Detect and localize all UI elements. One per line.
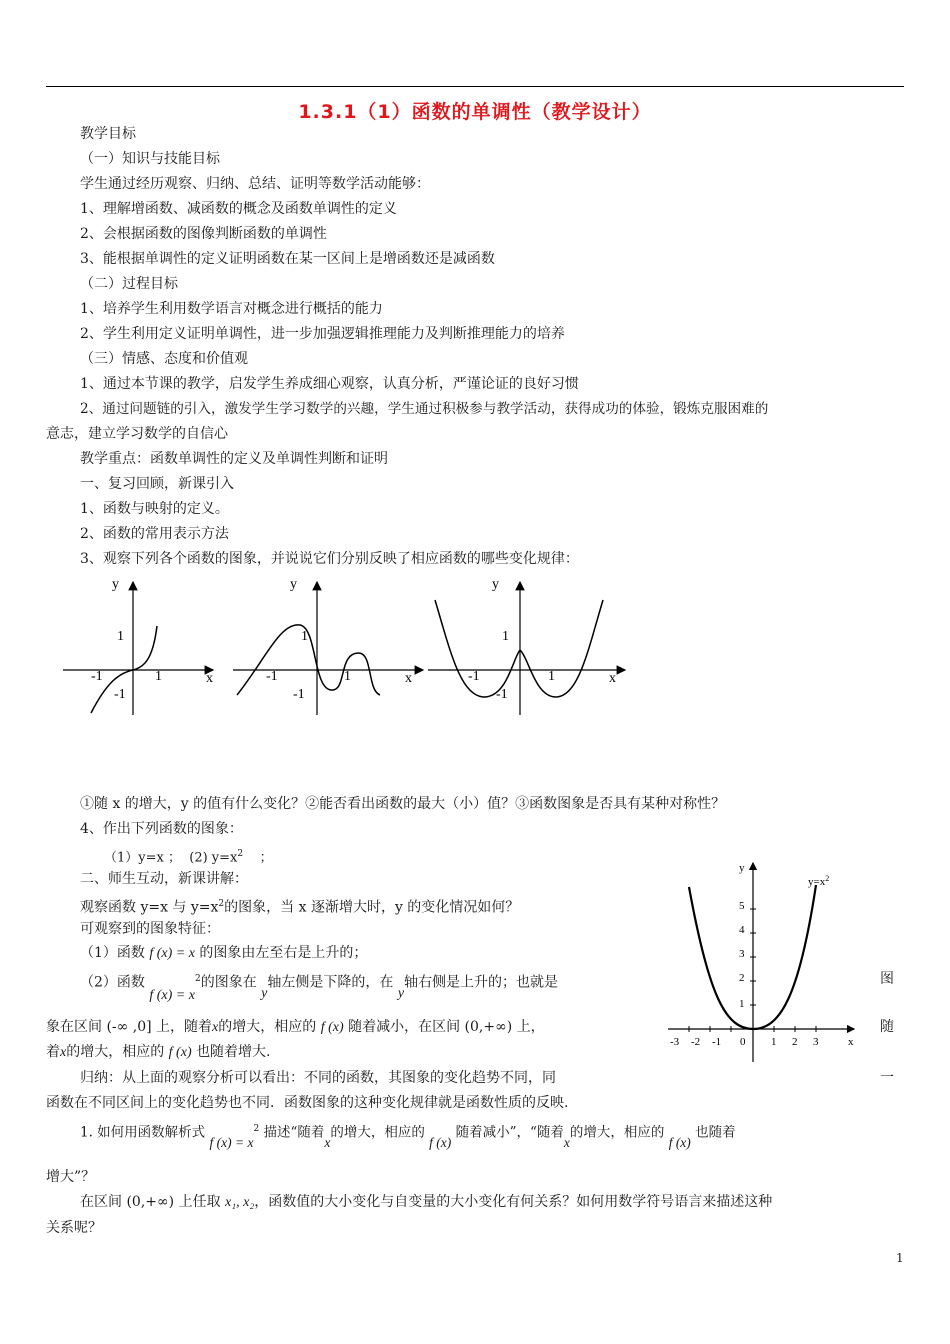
list-item: 2、通过问题链的引入，激发学生学习数学的兴趣，学生通过积极参与教学活动，获得成功的体验，锻炼克服困难的 <box>80 401 769 417</box>
text-span: 的图象在 <box>200 974 257 991</box>
variable: x <box>60 1045 67 1060</box>
superscript: 2 <box>253 1124 260 1134</box>
variable: y <box>261 985 268 1001</box>
graph-3 <box>428 577 625 715</box>
text-span: 的增大，相应的 <box>218 1019 317 1035</box>
x-tick: 3 <box>813 1036 819 1048</box>
axis-label-x: x <box>609 671 616 686</box>
y-tick: 3 <box>739 948 745 960</box>
text-line: 归纳：从上面的观察分析可以看出：不同的函数，其图象的变化趋势不同，同 <box>80 1070 556 1086</box>
list-item: 3、能根据单调性的定义证明函数在某一区间上是增函数还是减函数 <box>80 251 495 267</box>
text-line <box>46 1043 271 1062</box>
axis-label-y: y <box>290 577 297 592</box>
text-span: 也随着 <box>695 1124 736 1141</box>
text-line <box>80 895 519 917</box>
y-tick: 1 <box>739 998 745 1010</box>
tick-label: -1 <box>91 669 103 684</box>
tick-label: 1 <box>548 669 555 684</box>
exercise-2: (2) y=x <box>189 850 238 866</box>
list-item: 2、函数的常用表示方法 <box>80 526 229 542</box>
tick-label: 1 <box>301 629 308 644</box>
text-line: 图 <box>880 971 894 987</box>
subheading-knowledge: （一）知识与技能目标 <box>80 151 220 167</box>
question-line: ①随 x 的增大，y 的值有什么变化？②能否看出函数的最大（小）值？③函数图象是否具有某种对称性？ <box>80 796 726 812</box>
tick-label: -1 <box>293 687 305 702</box>
text-line: 随 <box>880 1019 894 1035</box>
formula: f (x) <box>429 1134 452 1150</box>
list-item: 2、会根据函数的图像判断函数的单调性 <box>80 226 327 242</box>
text-span: 的增大，相应的 <box>66 1044 165 1060</box>
subheading-attitude: （三）情感、态度和价值观 <box>80 351 248 367</box>
punctuation: ； <box>259 850 273 866</box>
tick-label: -1 <box>468 669 480 684</box>
list-item: 4、作出下列函数的图象： <box>80 821 243 837</box>
parabola-graph <box>664 857 864 1069</box>
text-span: 观察函数 y=x 与 y=x <box>80 899 219 916</box>
section-heading: 二、师生互动，新课讲解： <box>80 871 248 887</box>
question-line <box>80 1120 736 1150</box>
superscript: 2 <box>218 899 225 909</box>
text-span: （1）函数 <box>80 945 145 961</box>
variable: x <box>212 1020 219 1035</box>
text-span: 的增大，相应的 <box>569 1124 665 1141</box>
x-tick: -2 <box>691 1036 701 1048</box>
list-item: 2、学生利用定义证明单调性，进一步加强逻辑推理能力及判断推理能力的培养 <box>80 326 565 342</box>
text-line: 可观察到的图象特征： <box>80 921 220 937</box>
section-heading: 一、复习回顾，新课引入 <box>80 476 234 492</box>
superscript: 2 <box>194 974 201 984</box>
text-span: 随着减小”，“随着 <box>455 1124 564 1141</box>
text-span: 着 <box>46 1044 60 1060</box>
text-span: 1. 如何用函数解析式 <box>80 1124 206 1141</box>
parabola-y-label: y <box>739 862 745 874</box>
text-span: 也随着增大. <box>196 1044 271 1060</box>
text-line <box>46 1018 545 1037</box>
text-line: 增大”？ <box>46 1169 96 1185</box>
tick-label: -1 <box>114 687 126 702</box>
axis-label-x: x <box>206 671 213 686</box>
heading-objectives: 教学目标 <box>80 126 136 142</box>
tick-label: 1 <box>155 669 162 684</box>
subheading-process: （二）过程目标 <box>80 276 178 292</box>
function-graphs <box>55 570 645 720</box>
formula: f (x) = x <box>209 1134 254 1150</box>
tick-label: -1 <box>266 669 278 684</box>
text-line: 一 <box>880 1070 894 1086</box>
text-line: 学生通过经历观察、归纳、总结、证明等数学活动能够： <box>80 176 430 192</box>
text-line <box>80 1193 772 1212</box>
text-span: 描述“随着 <box>263 1124 325 1141</box>
text-span: （2）函数 <box>80 974 145 991</box>
y-tick: 2 <box>739 972 745 984</box>
parabola-x-label: x <box>848 1036 854 1048</box>
header-rule <box>46 86 904 87</box>
text-span: 在区间 (0,+∞) 上任取 <box>80 1194 221 1210</box>
tick-label: 1 <box>117 629 124 644</box>
exercise-line <box>104 845 273 867</box>
y-tick: 4 <box>739 924 745 936</box>
graph-2 <box>233 577 423 715</box>
axis-label-y: y <box>112 577 119 592</box>
exercise-1: （1）y=x ； <box>104 850 181 866</box>
text-span: ，函数值的大小变化与自变量的大小变化有何关系？如何用数学符号语言来描述这种 <box>254 1194 773 1210</box>
x-tick: 2 <box>792 1036 798 1048</box>
curve-label: $y=x^2$ <box>808 874 830 888</box>
axis-label-y: y <box>492 577 499 592</box>
list-item: 1、培养学生利用数学语言对概念进行概括的能力 <box>80 301 383 317</box>
x-tick: -1 <box>712 1036 722 1048</box>
page-number: 1 <box>896 1251 904 1265</box>
text-line: 关系呢？ <box>46 1220 102 1236</box>
formula: f (x) <box>168 1045 192 1060</box>
variables: x₁, x₂ <box>225 1195 255 1210</box>
tick-label: -1 <box>496 687 508 702</box>
variable: x <box>563 1134 570 1150</box>
formula: f (x) = x <box>149 987 195 1003</box>
x-tick: 0 <box>740 1036 746 1048</box>
variable: y <box>397 985 405 1001</box>
text-span: 的增大，相应的 <box>330 1124 425 1141</box>
tick-label: 1 <box>502 629 509 644</box>
graph-1 <box>63 577 213 715</box>
variable: x <box>324 1134 331 1150</box>
text-line: 意志，建立学习数学的自信心 <box>46 426 228 442</box>
list-item: 3、观察下列各个函数的图象，并说说它们分别反映了相应函数的哪些变化规律： <box>80 551 579 567</box>
tick-label: 1 <box>344 669 351 684</box>
text-line <box>80 944 367 963</box>
page-title: 1.3.1（1）函数的单调性（教学设计） <box>298 101 652 123</box>
x-tick: 1 <box>771 1036 777 1048</box>
list-item: 1、通过本节课的教学，启发学生养成细心观察，认真分析，严谨论证的良好习惯 <box>80 376 579 392</box>
x-tick: -3 <box>670 1036 680 1048</box>
formula: f (x) <box>320 1020 344 1035</box>
text-span: 轴左侧是下降的，在 <box>267 974 394 991</box>
text-line <box>80 970 559 1003</box>
text-span: 的图象由左至右是上升的； <box>199 945 368 961</box>
text-span: 的图象，当 x 逐渐增大时，y 的变化情况如何？ <box>224 899 520 916</box>
formula: f (x) = x <box>149 946 195 961</box>
superscript: 2 <box>237 849 244 859</box>
text-span: 随着减小，在区间 (0,+∞) 上， <box>348 1019 545 1035</box>
text-span: 轴右侧是上升的；也就是 <box>404 974 559 991</box>
y-tick: 5 <box>739 900 745 912</box>
text-line: 函数在不同区间上的变化趋势也不同．函数图象的这种变化规律就是函数性质的反映. <box>46 1095 569 1111</box>
axis-label-x: x <box>405 671 412 686</box>
text-span: 象在区间 (-∞ ,0] 上，随着 <box>46 1019 213 1035</box>
formula: f (x) <box>668 1134 691 1150</box>
list-item: 1、函数与映射的定义。 <box>80 501 229 517</box>
key-point: 教学重点：函数单调性的定义及单调性判断和证明 <box>80 451 388 467</box>
list-item: 1、理解增函数、减函数的概念及函数单调性的定义 <box>80 201 397 217</box>
